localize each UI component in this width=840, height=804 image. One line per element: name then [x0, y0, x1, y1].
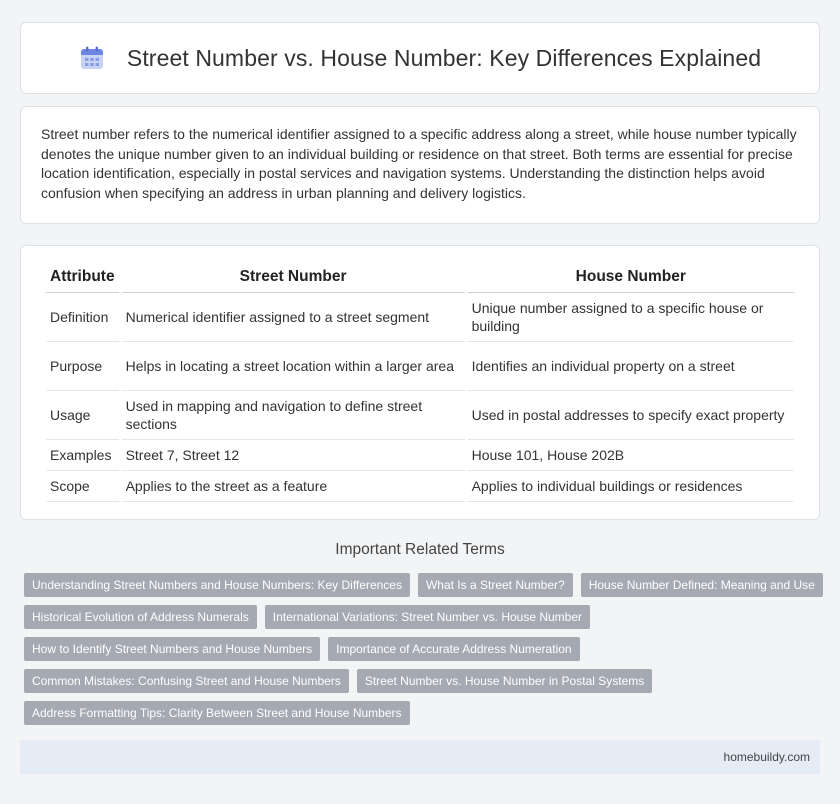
- table-row: [46, 342, 794, 391]
- row-house-number: Applies to individual buildings or residences: [468, 471, 794, 502]
- row-street-number: Applies to the street as a feature: [122, 471, 465, 502]
- table-header-row: [46, 262, 794, 293]
- row-attribute: Scope: [46, 471, 119, 502]
- row-attribute: Purpose: [46, 342, 119, 391]
- table-row: [46, 293, 794, 342]
- related-tag[interactable]: Understanding Street Numbers and House Numbers: Key Differences: [24, 573, 410, 597]
- row-house-number: Unique number assigned to a specific house or building: [468, 293, 794, 342]
- comparison-table: [43, 262, 797, 502]
- table-row: [46, 471, 794, 502]
- row-attribute: Usage: [46, 391, 119, 440]
- intro-text: Street number refers to the numerical identifier assigned to a specific address along a street, while house number typically denotes the unique number given to an individual building or residence on that street. Both terms are essential for precise location identification, especially in postal services and navigation systems. Understanding the distinction helps avoid confusion when specifying an address in urban planning and delivery logistics.: [41, 126, 797, 201]
- row-attribute: Definition: [46, 293, 119, 342]
- table-row: [46, 440, 794, 471]
- row-attribute: Examples: [46, 440, 119, 471]
- row-house-number: House 101, House 202B: [468, 440, 794, 471]
- footer-site-link[interactable]: homebuildy.com: [723, 750, 810, 764]
- related-tag[interactable]: What Is a Street Number?: [418, 573, 573, 597]
- row-street-number: Street 7, Street 12: [122, 440, 465, 471]
- related-tag[interactable]: Address Formatting Tips: Clarity Between Street and House Numbers: [24, 701, 410, 725]
- title-card: [20, 22, 820, 94]
- table-row: [46, 391, 794, 440]
- related-tag[interactable]: House Number Defined: Meaning and Use: [581, 573, 823, 597]
- related-tag[interactable]: International Variations: Street Number vs. House Number: [265, 605, 590, 629]
- page-title: Street Number vs. House Number: Key Differences Explained: [126, 44, 762, 71]
- related-terms-title: Important Related Terms: [335, 541, 505, 558]
- header-attribute: Attribute: [46, 262, 119, 293]
- intro-card: [20, 106, 820, 224]
- footer: [20, 740, 820, 774]
- related-terms-tags: [24, 573, 824, 733]
- row-street-number: Helps in locating a street location within a larger area: [122, 342, 465, 391]
- header-street-number: Street Number: [122, 262, 465, 293]
- header-house-number: House Number: [468, 262, 794, 293]
- related-tag[interactable]: Historical Evolution of Address Numerals: [24, 605, 257, 629]
- row-street-number: Numerical identifier assigned to a street segment: [122, 293, 465, 342]
- row-house-number: Identifies an individual property on a street: [468, 342, 794, 391]
- row-street-number: Used in mapping and navigation to define street sections: [122, 391, 465, 440]
- calendar-icon: [79, 45, 105, 71]
- related-tag[interactable]: Common Mistakes: Confusing Street and House Numbers: [24, 669, 349, 693]
- comparison-table-card: [20, 245, 820, 520]
- row-house-number: Used in postal addresses to specify exact property: [468, 391, 794, 440]
- related-tag[interactable]: Importance of Accurate Address Numeration: [328, 637, 579, 661]
- related-tag[interactable]: Street Number vs. House Number in Postal Systems: [357, 669, 652, 693]
- related-tag[interactable]: How to Identify Street Numbers and House Numbers: [24, 637, 320, 661]
